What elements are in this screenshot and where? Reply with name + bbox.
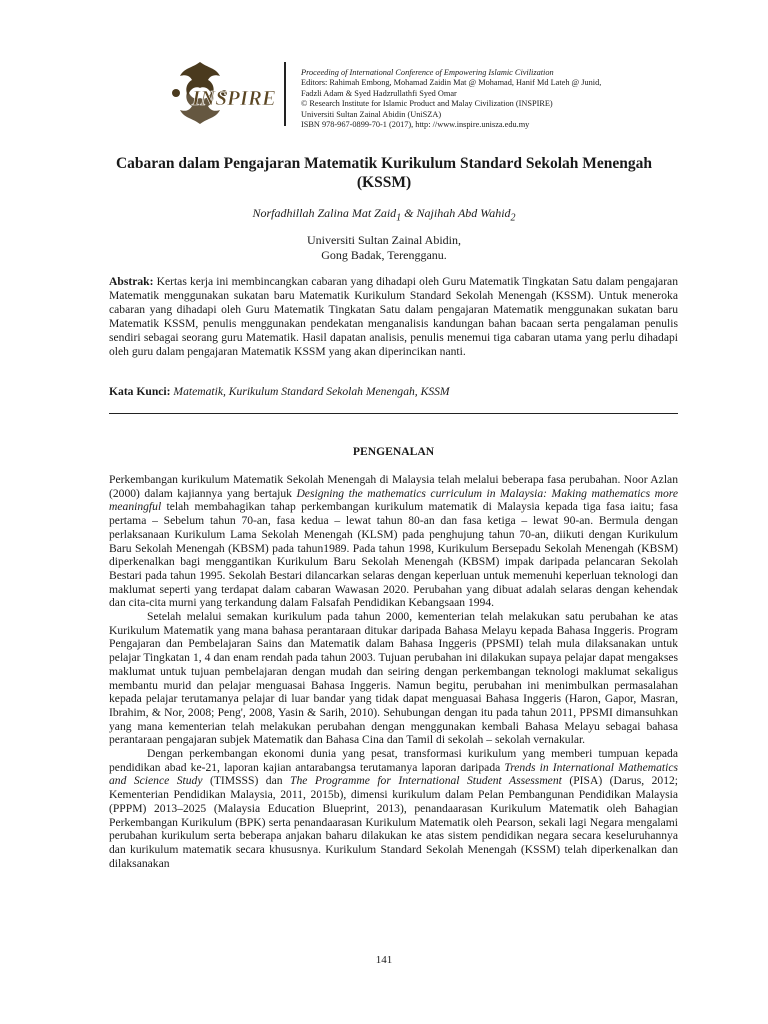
authors [108, 206, 660, 223]
editors-line-1: Editors: Rahimah Embong, Mohamad Zaidin Mat @ Mohamad, Hanif Md Lateh @ Junid, [301, 78, 602, 88]
abstract [109, 275, 678, 360]
paragraph-1 [109, 473, 678, 610]
keywords [109, 385, 678, 399]
abstract-text: Kertas kerja ini membincangkan cabaran yang dihadapi oleh Guru Matematik Tingkatan Satu dalam pengajaran Matematik menggunakan sukatan baru Matematik Kurikulum Standard Sekolah Menengah (KSSM). Untuk meneroka cabaran yang dihadapi oleh Guru Matematik Tingkatan Satu dalam pengajaran Matematik menggunakan sukatan baru Matematik KSSM, penulis menggunakan pendekatan menganalisis kandungan bahan bacaan serta pengalaman penulis sendiri sebagai seorang guru Matematik. Hasil dapatan analisis, penulis menemui tiga cabaran utama yang perlu dihadapi oleh guru dalam pengajaran Matematik KSSM yang akan diperincikan nanti. [109, 275, 679, 359]
paragraph-1-text-a: Perkembangan kurikulum Matematik Sekolah Menengah di Malaysia telah melalui beberapa fasa perubahan. Noor Azlan (2000) dalam kajiannya yang bertajuk [109, 473, 678, 500]
section-heading: PENGENALAN [352, 445, 435, 458]
paragraph-1-text-b: telah membahagikan tahap perkembangan kurikulum matematik di Malaysia kepada tiga fasa iaitu; fasa pertama – Sebelum tahun 70-an, fasa kedua – lewat tahun 80-an dan fasa ketiga – lewat 90-an. Bermula dengan perlaksanaan Kurikulum Lama Sekolah Menengah (KLSM) pada penghujung tahun 70-an, diikuti dengan Kurikulum Baru Sekolah Menengah (KBSM) pada tahun1989. Pada tahun 1998, Kurikulum Bersepadu Sekolah Menengah (KBSM) diperkenalkan bagi menggantikan Kurikulum Baru Sekolah Menengah (KBSM) impak daripada pelancaran Sekolah Bestari pada tahun 1995. Sekolah Bestari dilancarkan selaras dengan keperluan untuk memenuhi keperluan teknologi dan maklumat seperti yang terdapat dalam cabaran Wawasan 2020. Perubahan yang dibuat adalah selaras dengan kehendak dan cita-cita murni yang terkandung dalam Falsafah Pendidikan Kebangsaan 1994. [109, 500, 678, 610]
paragraph-3-cited-title-1: Trends in International Mathematics and Science Study [109, 760, 678, 788]
paragraph-1-cited-title: Designing the mathematics curriculum in Malaysia: Making mathematics more meaningful [109, 486, 678, 514]
svg-text:INSPIRE: INSPIRE [192, 86, 277, 110]
author-2-index: 2 [510, 212, 516, 224]
paper-title: Cabaran dalam Pengajaran Matematik Kurikulum Standard Sekolah Menengah (KSSM) [115, 155, 653, 191]
abstract-label: Abstrak: [109, 275, 154, 288]
paragraph-3-text-a: Dengan perkembangan ekonomi dunia yang pesat, transformasi kurikulum yang memberi tumpuan kepada pendidikan abad ke-21, laporan kajian antarabangsa terutamanya laporan daripada [109, 747, 678, 774]
proceedings-header [301, 68, 701, 130]
conference-name: Proceeding of International Conference of Empowering Islamic Civilization [301, 68, 554, 77]
author-2: Najihah Abd Wahid [416, 206, 511, 220]
editors-line-2: Fadzli Adam & Syed Hadzrullathfi Syed Omar [301, 88, 457, 98]
affiliation-line-1: Universiti Sultan Zainal Abidin, [307, 233, 461, 247]
paragraph-3 [109, 747, 678, 870]
inspire-logo [170, 58, 282, 130]
author-1: Norfadhillah Zalina Mat Zaid [252, 206, 397, 220]
inspire-logo-icon [170, 58, 282, 130]
affiliation-line-2: Gong Badak, Terengganu. [321, 248, 447, 262]
section-rule [109, 413, 678, 414]
body-text [109, 473, 678, 870]
keywords-text: Matematik, Kurikulum Standard Sekolah Menengah, KSSM [173, 385, 450, 398]
page-number: 141 [375, 954, 393, 966]
isbn-line: ISBN 978-967-0899-70-1 (2017), http: //www.inspire.unisza.edu.my [301, 120, 530, 130]
copyright-line: © Research Institute for Islamic Product and Malay Civilization (INSPIRE) [301, 99, 553, 109]
paragraph-2: Setelah melalui semakan kurikulum pada tahun 2000, kementerian telah melakukan satu perubahan ke atas Kurikulum Matematik yang mana bahasa perantaraan ditukar daripada Bahasa Melayu kepada Bahasa Inggeris. Program Pengajaran dan Pembelajaran Sains dan Matematik dalam Bahasa Inggeris (PPSMI) telah mula dilaksanakan untuk pelajar Tingkatan 1, 4 dan enam rendah pada tahun 2003. Tujuan perubahan ini dilakukan supaya pelajar dapat mengakses maklumat untuk tujuan pembelajaran dengan mudah dan seiring dengan perkembangan teknologi maklumat sekaligus membantu murid dan pelajar menguasai Bahasa Inggeris. Namun begitu, perubahan ini menimbulkan permasalahan kepada pelajar terutamanya pelajar di luar bandar yang tidak dapat menguasai Bahasa Inggeris (Haron, Gapor, Masran, Ibrahim, & Nor, 2008; Peng', 2008, Yasin & Sarih, 2010). Sehubungan dengan itu pada tahun 2011, PPSMI dimansuhkan yang mana kementerian telah melakukan perubahan dengan menggunakan kembali Bahasa Melayu sebagai bahasa perantaraan pengajaran subjek Matematik dan Bahasa Cina dan Tamil di sekolah – sekolah vernakular. [109, 610, 678, 747]
paragraph-3-text-c: (PISA) (Darus, 2012; Kementerian Pendidikan Malaysia, 2011, 2015b), dimensi kurikulum dalam Pelan Pembangunan Pendidikan Malaysia (PPPM) 2013–2025 (Malaysia Education Blueprint, 2013), penandaarasan Kurikulum Matematik oleh Bahagian Perkembangan Kurikulum (BPK) serta penandaarasan Kurikulum Matematik oleh Pearson, sekali lagi Negara mengalami perubahan kurikulum serta beberapa anjakan baharu dilakukan ke atas sistem pendidikan negara secara keseluruhannya dan kurikulum matematik secara khususnya. Kurikulum Standard Sekolah Menengah (KSSM) telah diperkenalkan dan dilaksanakan [109, 774, 679, 870]
affiliation [108, 233, 660, 263]
author-separator: & [401, 206, 417, 220]
author-1-index: 1 [396, 212, 402, 224]
paragraph-3-text-b: (TIMSSS) dan [202, 774, 291, 788]
paragraph-3-cited-title-2: The Programme for International Student Assessment [290, 774, 562, 788]
university-line: Universiti Sultan Zainal Abidin (UniSZA) [301, 109, 442, 119]
header-divider [284, 62, 286, 126]
keywords-label: Kata Kunci: [109, 385, 171, 398]
